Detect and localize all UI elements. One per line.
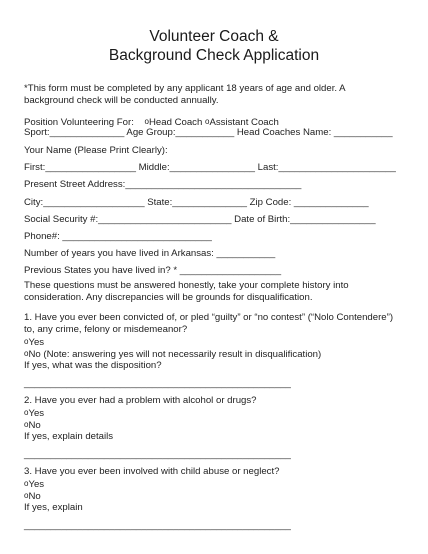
previous-states-line[interactable]: Previous States you have lived in? * ___________________ xyxy=(24,265,282,276)
radio-circle-icon[interactable]: o xyxy=(24,479,29,488)
ssn-dob-line[interactable]: Social Security #:_________________________ Date of Birth:________________ xyxy=(24,214,376,225)
question-1-line-1: 1. Have you ever been convicted of, or pled “guilty” or “no contest” (“Nolo Contendere”) xyxy=(24,312,394,323)
q3-yes-label: Yes xyxy=(28,479,45,490)
years-in-arkansas-line[interactable]: Number of years you have lived in Arkansas: ___________ xyxy=(24,248,276,259)
radio-circle-icon[interactable]: o xyxy=(24,491,29,500)
question-1-line-2: to, any crime, felony or misdemeanor? xyxy=(24,324,188,335)
phone-line[interactable]: Phone#: ____________________________ xyxy=(24,231,212,242)
city-state-zip-line[interactable]: City:___________________ State:______________ Zip Code: ______________ xyxy=(24,197,369,208)
radio-circle-icon[interactable]: o xyxy=(24,337,29,346)
radio-assistant-coach[interactable]: o xyxy=(205,117,210,126)
intro-line-2: background check will be conducted annually. xyxy=(24,95,219,106)
radio-circle-icon[interactable]: o xyxy=(24,408,29,417)
honesty-note-line-2: consideration. Any discrepancies will be grounds for disqualification. xyxy=(24,292,313,303)
intro-line-1: *This form must be completed by any applicant 18 years of age and older. A xyxy=(24,83,346,94)
question-2: 2. Have you ever had a problem with alcohol or drugs? xyxy=(24,395,257,406)
q1-yes-label: Yes xyxy=(28,337,45,348)
form-title-line-2: Background Check Application xyxy=(108,47,320,64)
radio-circle-icon[interactable]: o xyxy=(24,420,29,429)
option-assistant-coach: Assistant Coach xyxy=(209,117,279,128)
q3-followup: If yes, explain xyxy=(24,502,83,513)
q2-no-label: No xyxy=(28,420,41,431)
q2-answer-blank[interactable]: __________________________________________________ xyxy=(24,449,291,460)
name-fields-line[interactable]: First:_________________ Middle:________________ Last:______________________ xyxy=(24,162,396,173)
address-line[interactable]: Present Street Address:_________________________________ xyxy=(24,179,302,190)
question-3: 3. Have you ever been involved with child abuse or neglect? xyxy=(24,466,280,477)
q1-followup: If yes, what was the disposition? xyxy=(24,360,162,371)
q3-no-label: No xyxy=(28,491,41,502)
name-heading: Your Name (Please Print Clearly): xyxy=(24,145,168,156)
option-head-coach: Head Coach xyxy=(148,117,203,128)
q3-answer-blank[interactable]: __________________________________________________ xyxy=(24,520,291,531)
honesty-note-line-1: These questions must be answered honestly, take your complete history into xyxy=(24,280,349,291)
form-title-line-1: Volunteer Coach & xyxy=(149,28,279,45)
q1-no-label: No (Note: answering yes will not necessarily result in disqualification) xyxy=(28,349,322,360)
q2-yes-label: Yes xyxy=(28,408,45,419)
position-label: Position Volunteering For: xyxy=(24,117,134,128)
radio-head-coach[interactable]: o xyxy=(144,117,149,126)
q1-answer-blank[interactable]: __________________________________________________ xyxy=(24,378,291,389)
sport-age-coach-line[interactable]: Sport:______________ Age Group:___________ Head Coaches Name: ___________ xyxy=(24,127,393,138)
q2-followup: If yes, explain details xyxy=(24,431,114,442)
radio-circle-icon[interactable]: o xyxy=(24,349,29,358)
